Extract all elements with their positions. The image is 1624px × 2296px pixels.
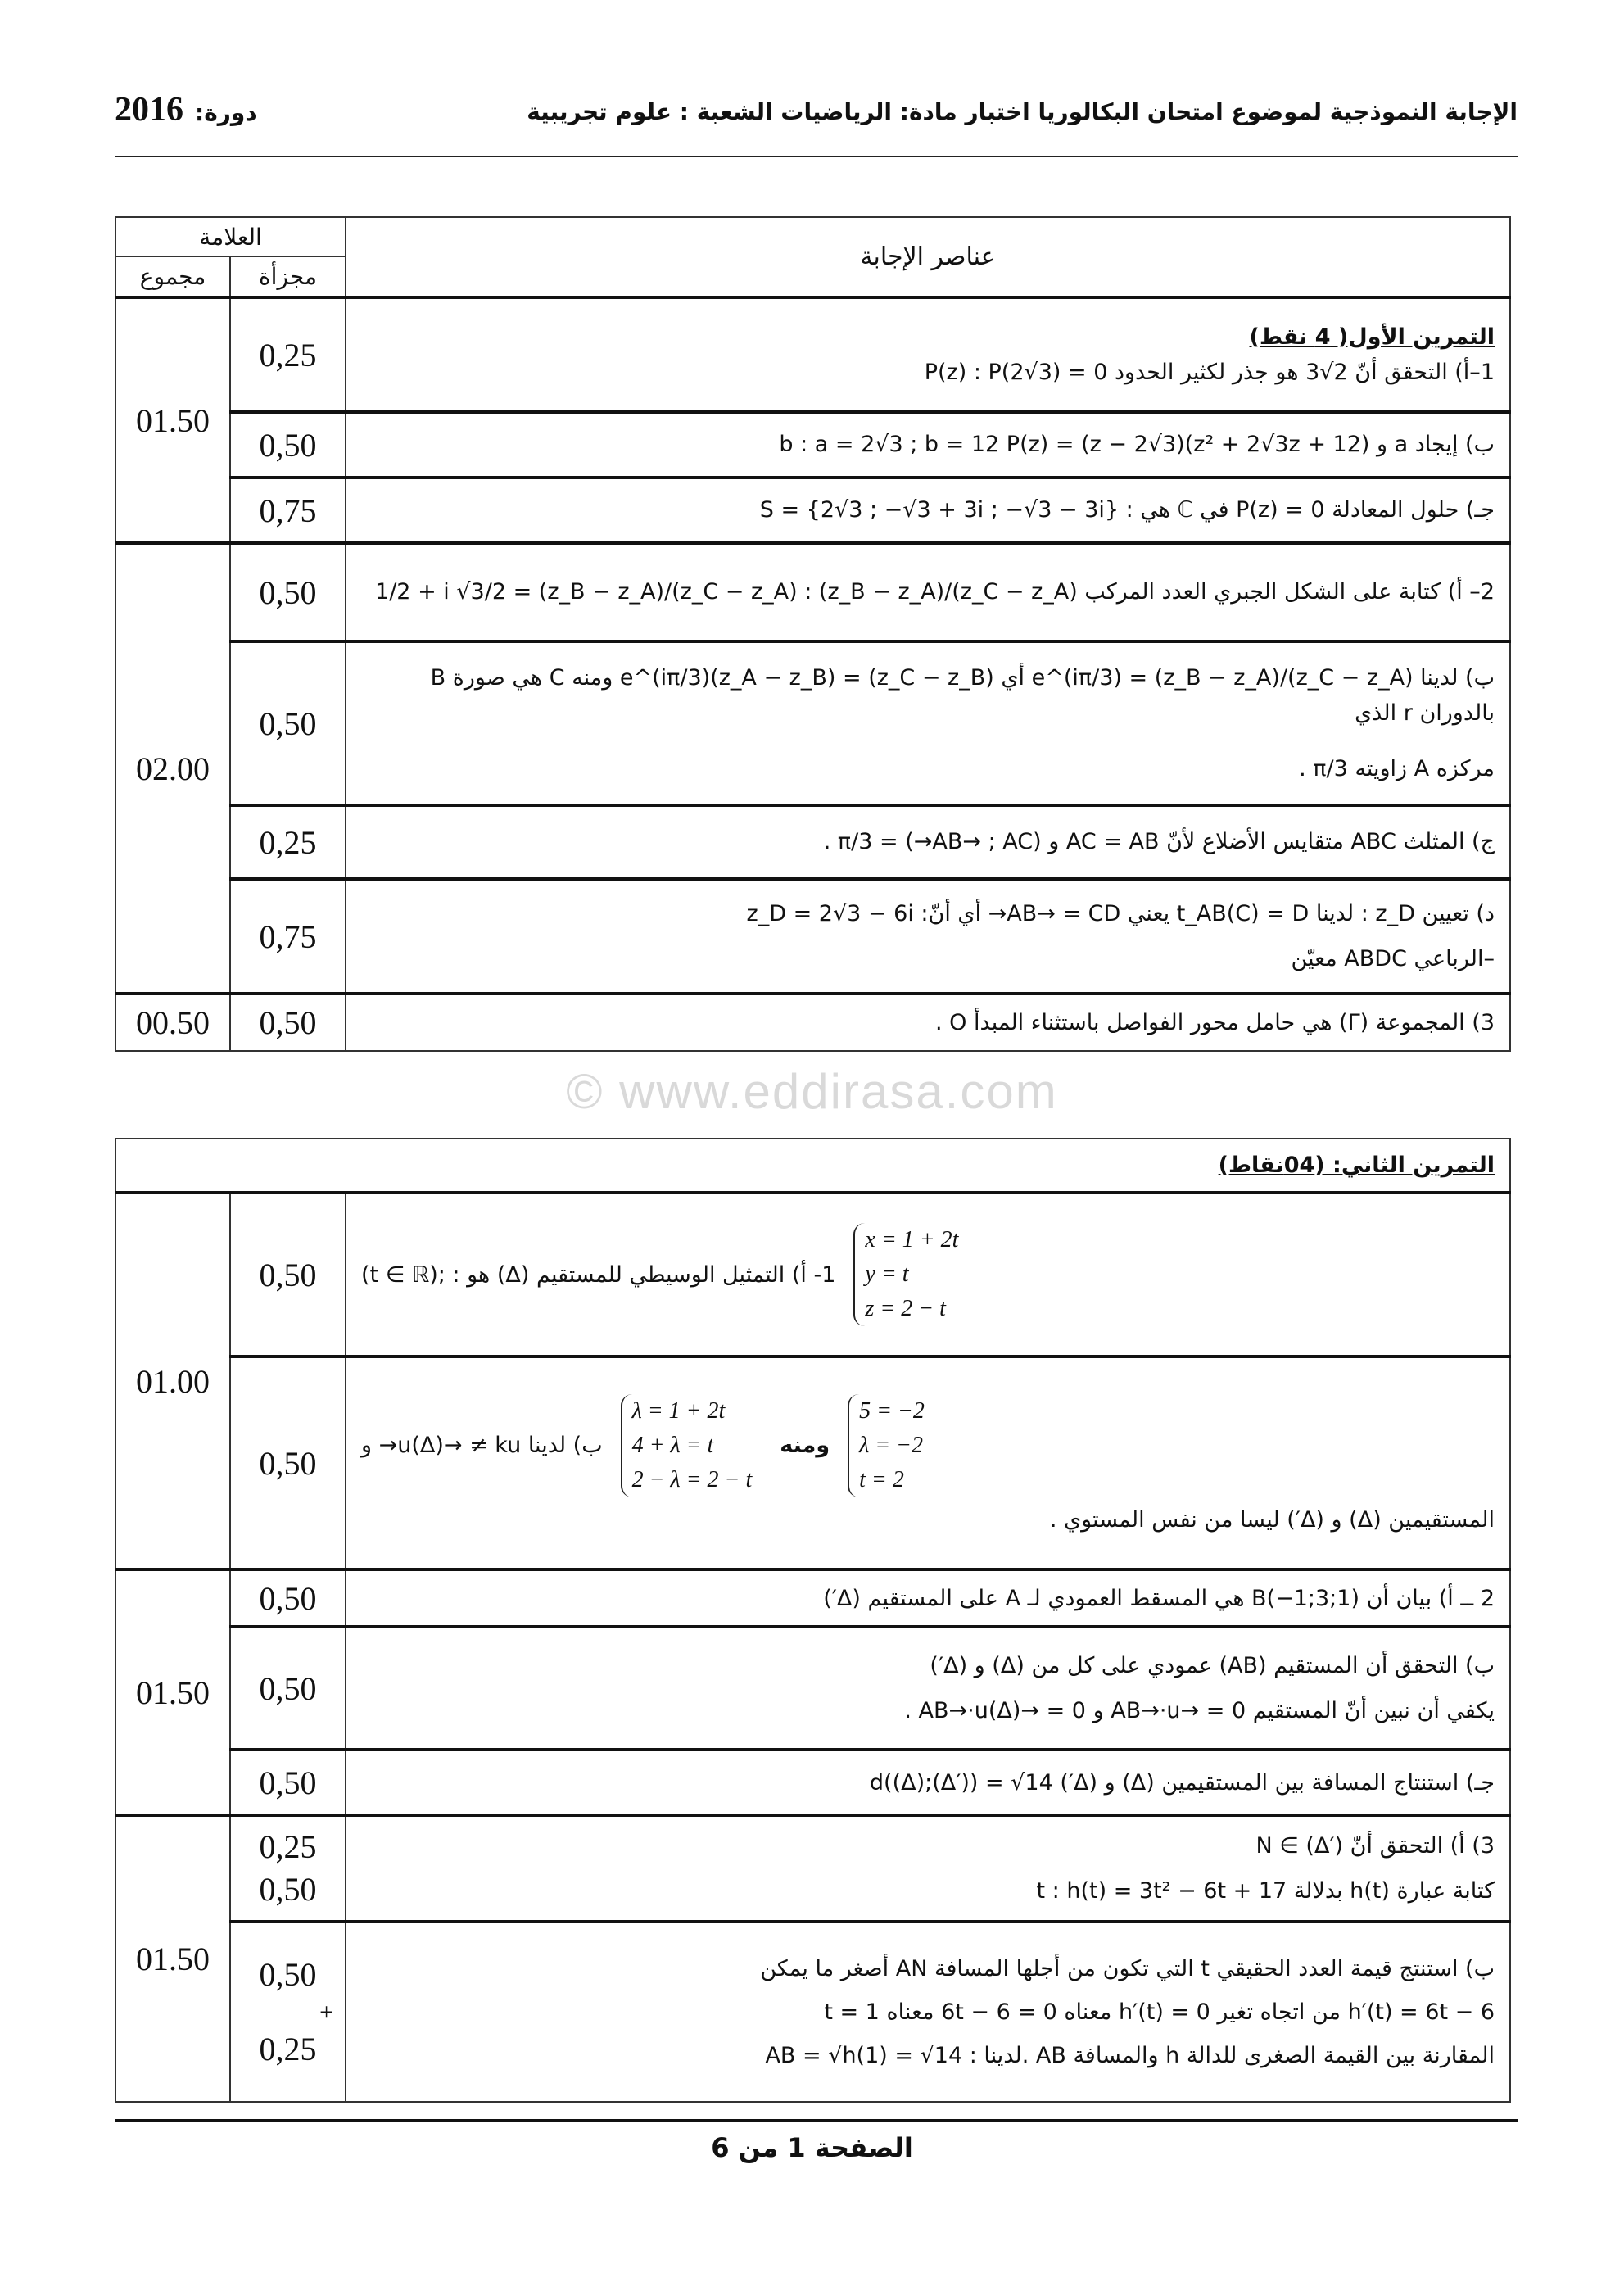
partial-mark: 0,50 [230,1627,346,1750]
grading-table-exercise-1 [115,216,1511,1052]
answer-line: د) تعيين z_D : لدينا t_AB(C) = D يعني AB→ = CD→ أي أنّ: z_D = 2√3 − 6i [746,900,1495,926]
plus-sign: + [319,1999,333,2027]
session-label: دورة: [195,99,257,126]
partial-mark: 0,25 [230,297,346,412]
table-row [115,879,1510,994]
answer-line: –الرباعي ABDC معيّن [1291,946,1495,971]
answer-line: 3) أ) التحقق أنّ N ∈ (Δ′) [1255,1833,1495,1859]
answer-line: جـ) استنتاج المسافة بين المستقيمين (Δ) و (Δ′) d((Δ);(Δ′)) = √14 [869,1769,1495,1796]
partial-mark: 0,50 [230,994,346,1051]
answer-cell [346,1815,1510,1922]
exam-title: الإجابة النموذجية لموضوع امتحان البكالوريا اختبار مادة: الرياضيات الشعبة : علوم تجريبية [527,98,1518,125]
system-line: z = 2 − t [865,1296,946,1322]
partial-mark-group [230,1815,346,1922]
table-row [115,543,1510,641]
answer-cell [346,1922,1510,2102]
partial-mark-group [230,1922,346,2102]
table-row [115,1193,1510,1356]
answer-line: ومنه [780,1433,830,1458]
header-answer-elements: عناصر الإجابة [346,217,1510,297]
answer-line: 3) المجموعة (Γ) هي حامل محور الفواصل باستثناء المبدأ O . [935,1009,1495,1035]
partial-mark: 0,75 [230,478,346,543]
partial-mark: 0,25 [259,2031,317,2068]
answer-cell [346,879,1510,994]
answer-line: كتابة عبارة h(t) بدلالة t : h(t) = 3t² − 6t + 17 [1036,1878,1495,1904]
table-row [115,478,1510,543]
answer-line: 2 ــ أ) بيان أن B(−1;3;1) هي المسقط العمودي لـ A على المستقيم (Δ′) [823,1585,1495,1611]
answer-row [361,1394,1495,1497]
partial-mark: 0,50 [230,543,346,641]
answer-line: جـ) حلول المعادلة P(z) = 0 في ℂ هي : S = {2√3 ; −√3 + 3i ; −√3 − 3i} [759,497,1495,523]
table-row [115,805,1510,879]
page-number: الصفحة 1 من 6 [711,2132,913,2164]
total-mark: 01.50 [115,1569,230,1815]
system-line: 2 − λ = 2 − t [631,1466,753,1492]
table-row [115,297,1510,412]
exam-session [115,90,257,129]
partial-mark: 0,50 [230,1569,346,1627]
answer-line: 1–أ) التحقق أنّ 2√3 هو جذر لكثير الحدود P(z) : P(2√3) = 0 [924,360,1495,385]
partial-mark: 0,50 [230,641,346,805]
partial-mark: 0,25 [259,1828,317,1866]
partial-mark: 0,50 [230,1356,346,1569]
total-mark: 02.00 [115,543,230,994]
answer-line: المقارنة بين القيمة الصغرى للدالة h والمسافة AB .لدينا : AB = √h(1) = √14 [765,2043,1495,2069]
exercise-title: التمرين الثاني: (04نقاط) [1218,1153,1495,1178]
exercise-title-cell [115,1139,1510,1193]
total-mark: 01.50 [115,1815,230,2102]
table-row [115,1750,1510,1815]
answer-cell [346,1569,1510,1627]
header-divider [115,156,1518,157]
answer-cell [346,994,1510,1051]
partial-mark: 0,50 [230,1193,346,1356]
system-line: t = 2 [859,1466,904,1492]
system-line: λ = 1 + 2t [631,1397,726,1424]
answer-row [361,1223,1495,1326]
answer-line: ب) إيجاد a و b : a = 2√3 ; b = 12 P(z) = (z − 2√3)(z² + 2√3z + 12) [779,432,1495,458]
total-mark: 01.00 [115,1193,230,1569]
table-row [115,1815,1510,1922]
system-line: y = t [865,1261,909,1288]
page-header [115,90,1518,147]
system-line: λ = −2 [859,1432,924,1458]
parametric-system [853,1223,968,1326]
answer-line: ب) التحقق أن المستقيم (AB) عمودي على كل من (Δ) و (Δ′) [930,1653,1495,1678]
answer-line: 1- أ) التمثيل الوسيطي للمستقيم (Δ) هو : ;(t ∈ ℝ) [361,1261,836,1288]
answer-line: h′(t) = 6t − 6 من اتجاه تغير h′(t) = 0 معناه 6t − 6 = 0 معناه t = 1 [824,1999,1495,2026]
table-row [115,1356,1510,1569]
table-row [115,994,1510,1051]
partial-mark: 0,50 [230,412,346,478]
answer-cell [346,478,1510,543]
answer-line: يكفي أن نبين أنّ المستقيم AB→·u→ = 0 و AB→·u(Δ)→ = 0 . [904,1698,1495,1724]
answer-cell [346,641,1510,805]
partial-mark: 0,50 [259,1956,317,1994]
system-b [848,1394,934,1497]
system-line: 5 = −2 [859,1397,925,1424]
answer-cell [346,805,1510,879]
answer-line: المستقيمين (Δ) و (Δ′) ليسا من نفس المستوي . [1049,1506,1495,1533]
header-partial: مجزأة [230,256,346,297]
answer-cell [346,1356,1510,1569]
answer-cell [346,1750,1510,1815]
watermark: © www.eddirasa.com [566,1064,1058,1119]
answer-line: 2– أ) كتابة على الشكل الجبري العدد المركب (z_C − z_A)/(z_B − z_A) : (z_C − z_A)/(z_B − z_A) = 1/2 + i √3/2 [375,579,1495,605]
system-a [621,1394,762,1497]
total-mark: 01.50 [115,297,230,543]
partial-mark: 0,50 [259,1871,317,1909]
table-row [115,1569,1510,1627]
table-row [115,1922,1510,2102]
answer-line: ج) المثلث ABC متقايس الأضلاع لأنّ AC = AB و (AB→ ; AC→) = π/3 . [823,829,1495,855]
table-row [115,641,1510,805]
total-mark: 00.50 [115,994,230,1051]
answer-cell [346,412,1510,478]
system-line: x = 1 + 2t [865,1227,959,1253]
answer-line: ب) لدينا (z_C − z_A)/(z_B − z_A) = e^(iπ/3) أي (z_C − z_B) = e^(iπ/3)(z_A − z_B) ومنه C هي صورة B بالدوران r الذي [430,665,1495,727]
answer-line: ب) استنتج قيمة العدد الحقيقي t التي تكون من أجلها المسافة AN أصغر ما يمكن [760,1955,1495,1981]
header-total: مجموع [115,256,230,297]
grading-table-exercise-2 [115,1138,1511,2103]
answer-cell [346,297,1510,412]
table-row [115,1627,1510,1750]
session-year: 2016 [115,91,183,129]
system-line: 4 + λ = t [631,1432,714,1458]
answer-line: مركزه A زاويته π/3 . [1299,755,1495,781]
partial-mark: 0,50 [230,1750,346,1815]
footer-divider [115,2119,1518,2122]
partial-mark: 0,25 [230,805,346,879]
answer-line: ب) لدينا u(Δ)→ ≠ ku→ و [361,1433,603,1458]
partial-mark: 0,75 [230,879,346,994]
header-mark: العلامة [115,217,346,256]
table-row [115,412,1510,478]
exercise-title: التمرين الأول( 4 نقط) [1249,324,1495,350]
answer-cell [346,1627,1510,1750]
answer-cell [346,1193,1510,1356]
answer-cell [346,543,1510,641]
